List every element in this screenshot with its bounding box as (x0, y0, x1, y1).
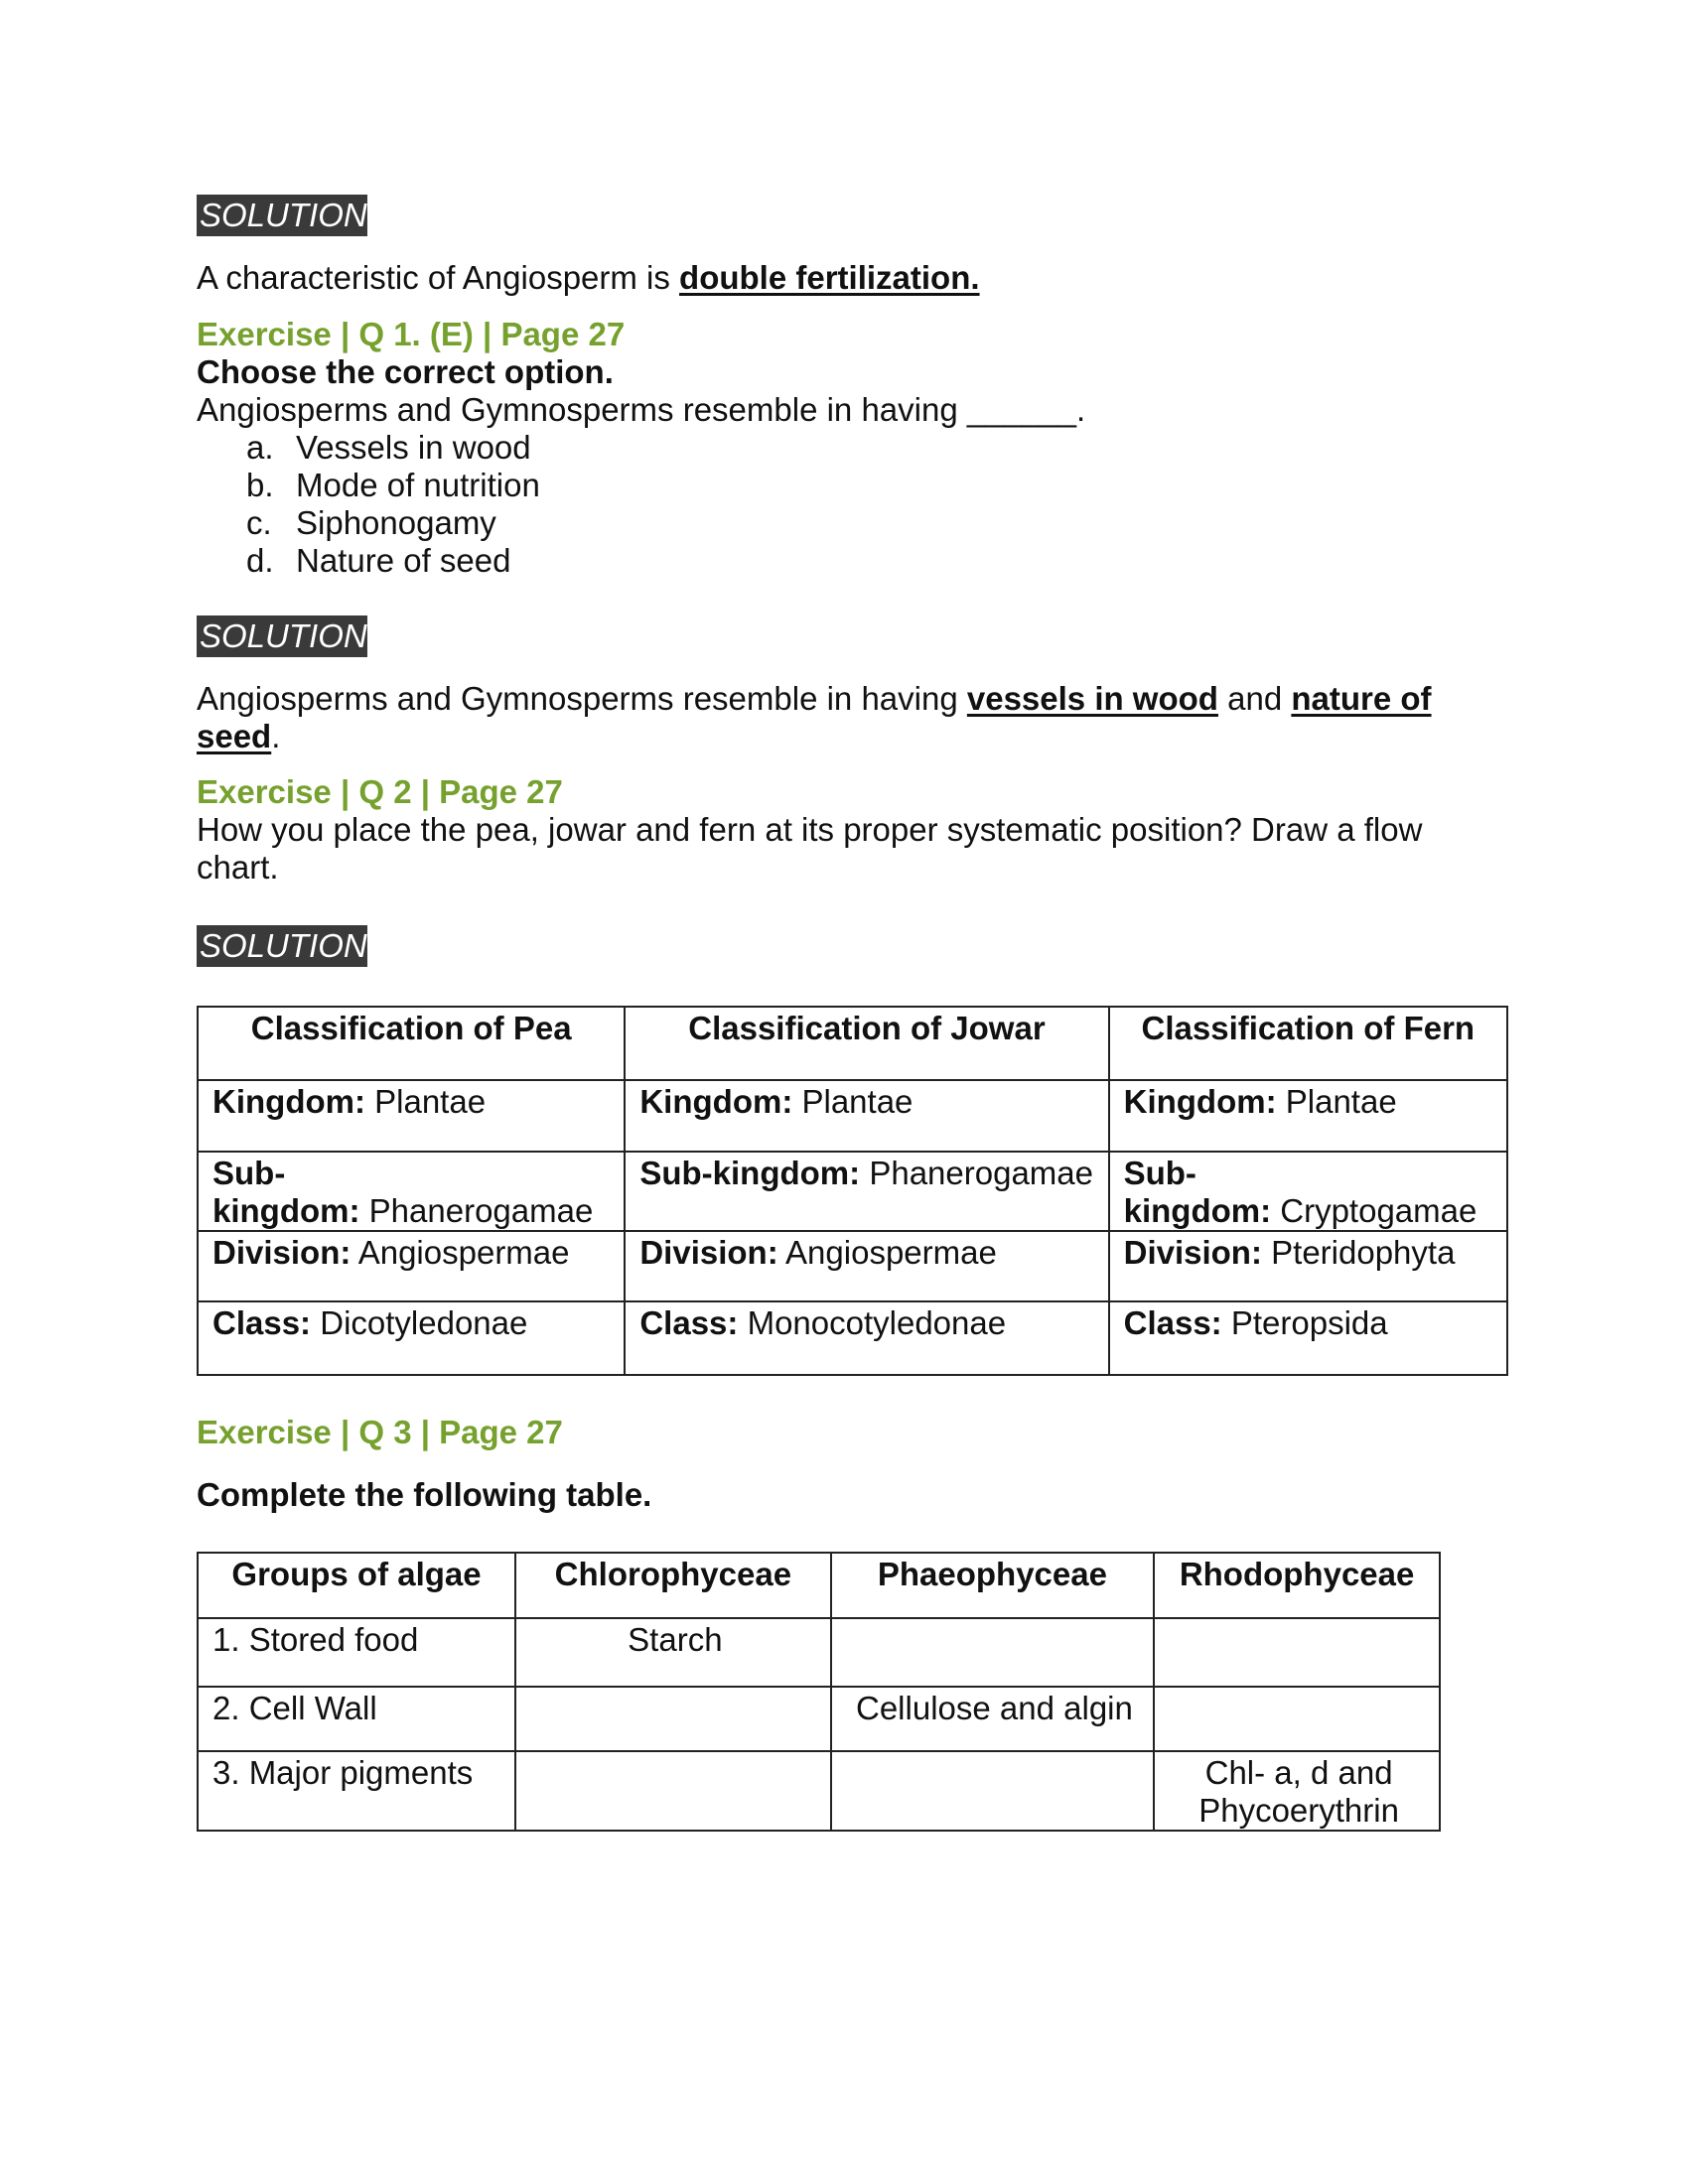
table-cell (515, 1751, 831, 1831)
header-pea: Classification of Pea (198, 1007, 625, 1080)
solution-text: Angiosperms and Gymnosperms resemble in having vessels in wood and nature of (197, 680, 1432, 717)
solution-label: SOLUTION (197, 925, 367, 967)
table-cell: Class: Monocotyledonae (625, 1301, 1108, 1375)
table-cell (831, 1751, 1155, 1831)
exercise-heading: Exercise | Q 1. (E) | Page 27 (197, 316, 626, 352)
table-cell: Sub-kingdom: Phanerogamae (625, 1152, 1108, 1231)
table-cell: Chl- a, d and Phycoerythrin (1154, 1751, 1440, 1831)
table-row (198, 1080, 1507, 1152)
exercise-heading: Exercise | Q 2 | Page 27 (197, 773, 563, 810)
table-cell: 3. Major pigments (198, 1751, 515, 1831)
table-row (198, 1152, 1507, 1231)
table-row (198, 1687, 1440, 1751)
table-cell (831, 1618, 1155, 1687)
table-cell: Kingdom: Plantae (625, 1080, 1108, 1152)
table-row (198, 1618, 1440, 1687)
table-cell: Kingdom: Plantae (1109, 1080, 1507, 1152)
table-cell: Class: Dicotyledonae (198, 1301, 625, 1375)
header-fern: Classification of Fern (1109, 1007, 1507, 1080)
table-cell: Division: Pteridophyta (1109, 1231, 1507, 1301)
solution-text (197, 259, 980, 297)
option-a: a. Vessels in wood (246, 429, 531, 466)
header-groups: Groups of algae (198, 1553, 515, 1618)
table-cell (515, 1687, 831, 1751)
solution-answer: seed (197, 718, 272, 754)
table-header-row (198, 1553, 1440, 1618)
table-row (198, 1751, 1440, 1831)
solution-text-line2: seed. (197, 718, 281, 754)
table-cell: Division: Angiospermae (625, 1231, 1108, 1301)
header-jowar: Classification of Jowar (625, 1007, 1108, 1080)
table-cell: Sub- kingdom: Phanerogamae (198, 1152, 625, 1231)
table-cell (1154, 1618, 1440, 1687)
option-d: d. Nature of seed (246, 542, 511, 579)
table-cell: Sub- kingdom: Cryptogamae (1109, 1152, 1507, 1231)
solution-text-start: A characteristic of Angiosperm is (197, 259, 680, 296)
option-c: c. Siphonogamy (246, 504, 496, 541)
solution-answer: nature of (1291, 680, 1432, 717)
header-chlorophyceae: Chlorophyceae (515, 1553, 831, 1618)
table-cell: Kingdom: Plantae (198, 1080, 625, 1152)
table-cell: Starch (515, 1618, 831, 1687)
solution-label: SOLUTION (197, 615, 367, 657)
table-header-row (198, 1007, 1507, 1080)
question-text: How you place the pea, jowar and fern at its proper systematic position? Draw a flow (197, 811, 1423, 848)
table-cell: 1. Stored food (198, 1618, 515, 1687)
header-phaeophyceae: Phaeophyceae (831, 1553, 1155, 1618)
table-cell: Class: Pteropsida (1109, 1301, 1507, 1375)
table-cell (1154, 1687, 1440, 1751)
solution-label: SOLUTION (197, 195, 367, 236)
exercise-heading: Exercise | Q 3 | Page 27 (197, 1414, 563, 1450)
solution-answer: double fertilization. (679, 259, 980, 296)
table-row (198, 1231, 1507, 1301)
option-b: b. Mode of nutrition (246, 467, 540, 503)
table-cell: Division: Angiospermae (198, 1231, 625, 1301)
solution-answer: vessels in wood (966, 680, 1218, 717)
table-cell: 2. Cell Wall (198, 1687, 515, 1751)
algae-table (197, 1552, 1441, 1832)
classification-table (197, 1006, 1508, 1376)
table-row (198, 1301, 1507, 1375)
question-text-line2: chart. (197, 849, 279, 886)
table-cell: Cellulose and algin (831, 1687, 1155, 1751)
question-instruction: Complete the following table. (197, 1476, 652, 1513)
question-text: Angiosperms and Gymnosperms resemble in having ______. (197, 391, 1086, 428)
header-rhodophyceae: Rhodophyceae (1154, 1553, 1440, 1618)
question-instruction: Choose the correct option. (197, 353, 614, 390)
